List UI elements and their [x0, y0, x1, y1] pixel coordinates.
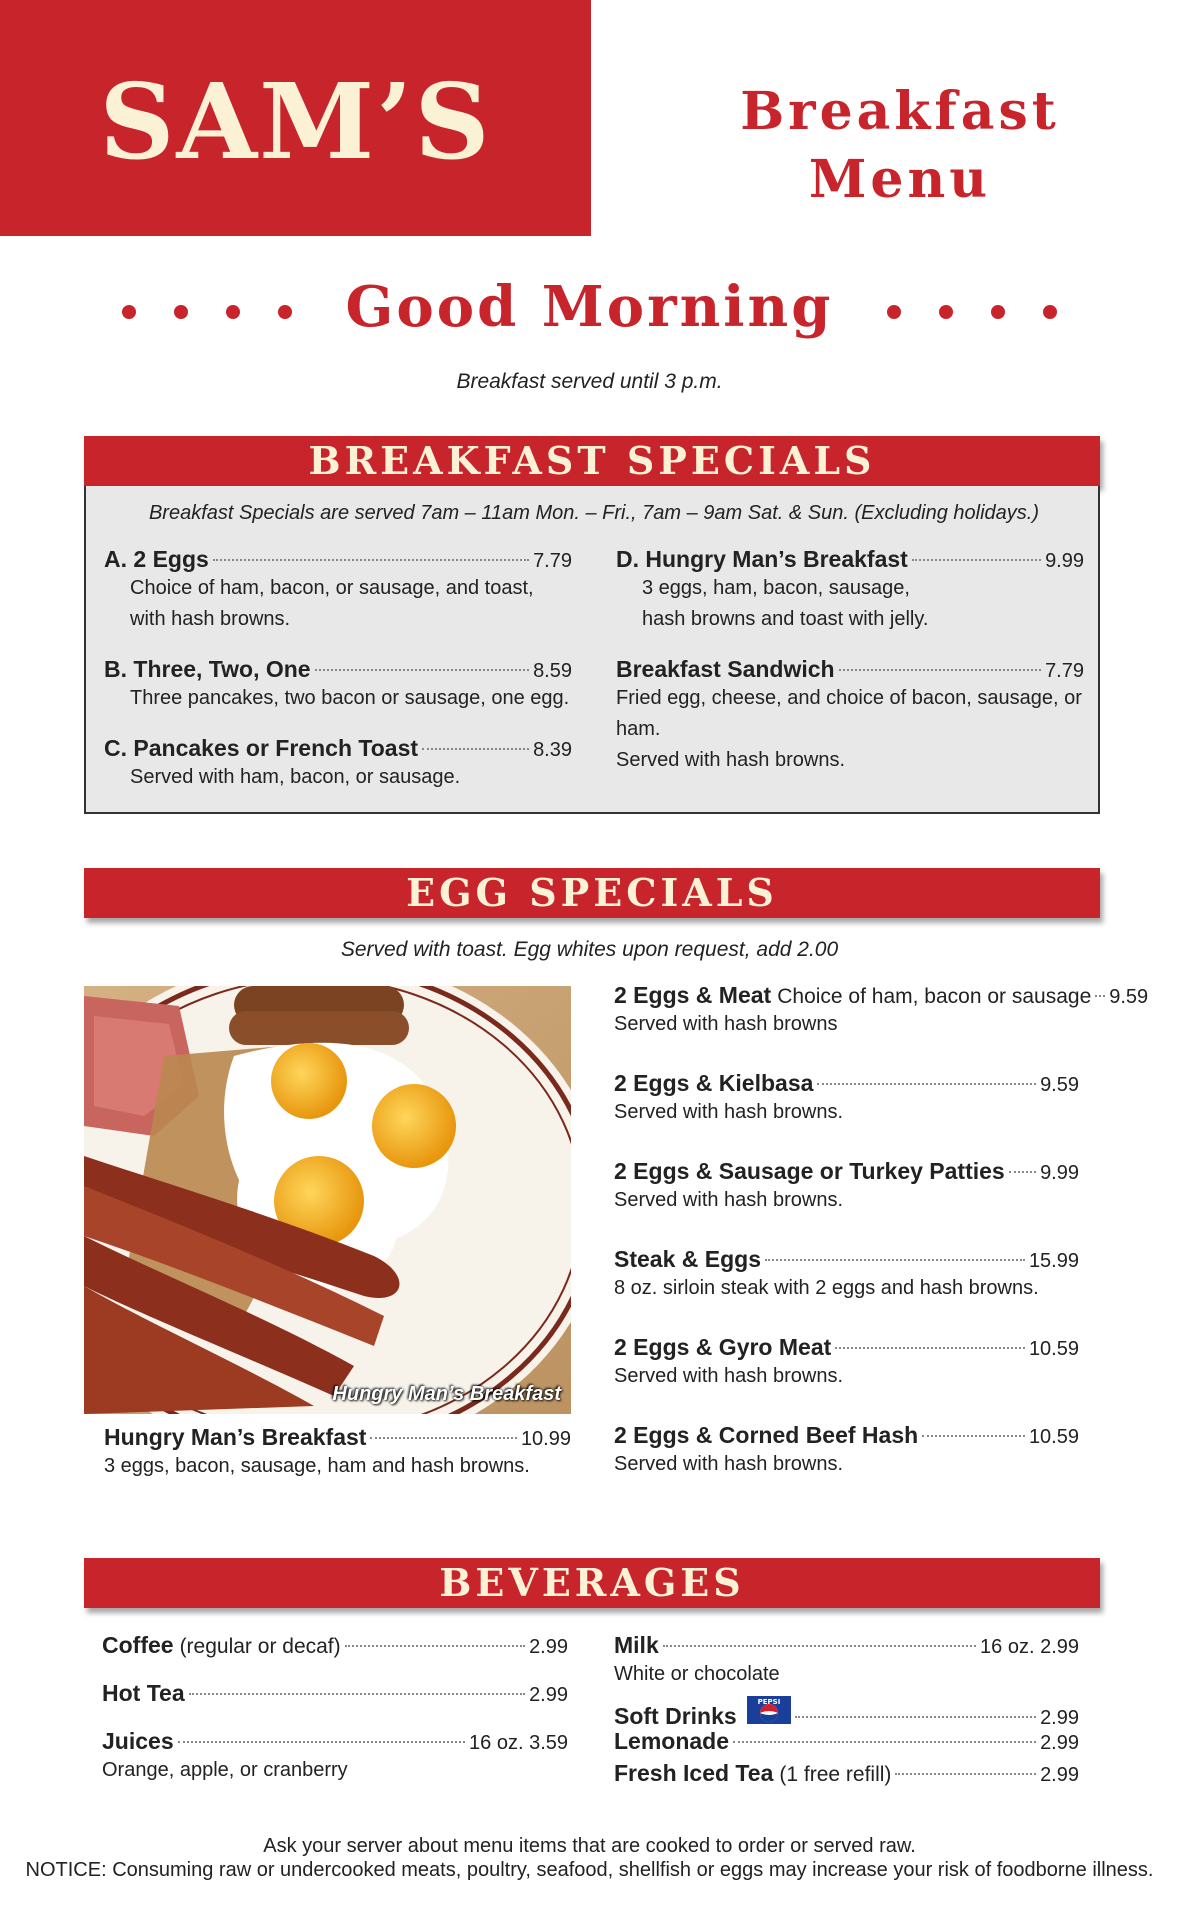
- beverage-item: [614, 1696, 1079, 1730]
- decorative-dots-left: [103, 274, 311, 340]
- item-name: Breakfast Sandwich: [616, 656, 835, 682]
- item-price: 2.99: [1040, 1732, 1079, 1754]
- breakfast-specials-box: [84, 486, 1100, 814]
- item-price: 9.99: [1045, 550, 1084, 572]
- beverages-banner: BEVERAGES: [84, 1558, 1100, 1608]
- menu-title: [700, 78, 1100, 214]
- egg-specials-banner: EGG SPECIALS: [84, 868, 1100, 918]
- served-until-note: Breakfast served until 3 p.m.: [456, 370, 723, 393]
- item-name: 2 Eggs & Corned Beef Hash: [614, 1422, 919, 1448]
- restaurant-logo: SAM’S: [99, 60, 492, 183]
- menu-item: [616, 656, 1084, 776]
- item-description: Served with hash browns.: [616, 749, 846, 771]
- item-name: Coffee: [102, 1632, 174, 1658]
- item-name: 2 Eggs & Meat: [614, 982, 772, 1008]
- item-name: Lemonade: [614, 1728, 730, 1754]
- item-name: Steak & Eggs: [614, 1246, 761, 1272]
- menu-title-line2: Menu: [808, 149, 992, 210]
- item-price: 7.79: [1045, 660, 1084, 682]
- menu-title-line1: Breakfast: [740, 81, 1060, 142]
- item-name: B. Three, Two, One: [104, 656, 311, 682]
- item-description: Orange, apple, or cranberry: [102, 1759, 348, 1781]
- greeting-row: [0, 270, 1179, 340]
- item-description: Choice of ham, bacon, or sausage, and toast,: [130, 577, 534, 599]
- item-price: 2.99: [1040, 1707, 1079, 1729]
- beverage-item: [614, 1632, 1079, 1690]
- item-price: 16 oz. 3.59: [469, 1732, 568, 1754]
- photo-caption: Hungry Man’s Breakfast: [332, 1383, 561, 1405]
- egg-specials-note: Served with toast. Egg whites upon request, add 2.00: [340, 938, 839, 961]
- menu-item: [104, 735, 572, 793]
- logo-box: [0, 0, 591, 236]
- item-name: Soft Drinks: [614, 1703, 737, 1729]
- item-description: Three pancakes, two bacon or sausage, one egg.: [130, 687, 570, 709]
- footer-notice: [0, 1834, 1179, 1882]
- beverage-item: [614, 1760, 1079, 1787]
- menu-item: [616, 546, 1084, 635]
- item-description: White or chocolate: [614, 1663, 780, 1685]
- menu-item: [614, 1422, 1079, 1480]
- footer-line2: NOTICE: Consuming raw or undercooked meats, poultry, seafood, shellfish or eggs may increase your risk of foodborne illness.: [25, 1859, 1154, 1881]
- item-name: Hungry Man’s Breakfast: [104, 1424, 367, 1450]
- item-extra: (regular or decaf): [179, 1635, 341, 1658]
- item-name: 2 Eggs & Sausage or Turkey Patties: [614, 1158, 1005, 1184]
- menu-item-featured: [104, 1424, 571, 1482]
- item-description: hash browns and toast with jelly.: [642, 608, 929, 630]
- pepsi-logo-icon: [747, 1696, 791, 1724]
- item-name: A. 2 Eggs: [104, 546, 209, 572]
- specials-hours-note: Breakfast Specials are served 7am – 11am Mon. – Fri., 7am – 9am Sat. & Sun. (Excluding holidays.): [148, 502, 1040, 524]
- breakfast-specials-banner: BREAKFAST SPECIALS: [84, 436, 1100, 486]
- item-price: 9.59: [1109, 986, 1149, 1008]
- menu-item: [614, 982, 1149, 1040]
- item-extra: (1 free refill): [779, 1763, 892, 1786]
- item-price: 7.79: [533, 550, 572, 572]
- item-name: Hot Tea: [102, 1680, 185, 1706]
- item-price: 10.59: [1028, 1426, 1079, 1448]
- menu-item: [104, 546, 572, 635]
- menu-item: [614, 1334, 1079, 1392]
- item-description: Served with hash browns.: [614, 1453, 844, 1475]
- item-price: 8.39: [533, 739, 572, 761]
- item-description: Served with ham, bacon, or sausage.: [130, 766, 461, 788]
- breakfast-plate-illustration: [84, 986, 571, 1414]
- item-price: 9.59: [1040, 1074, 1079, 1096]
- item-price: 15.99: [1028, 1250, 1079, 1272]
- item-description: 3 eggs, bacon, sausage, ham and hash browns.: [104, 1455, 530, 1477]
- item-name: 2 Eggs & Gyro Meat: [614, 1334, 832, 1360]
- menu-item: [614, 1070, 1079, 1128]
- item-price: 10.99: [520, 1428, 571, 1450]
- item-description: Served with hash browns.: [614, 1101, 844, 1123]
- decorative-dots-right: [868, 274, 1076, 340]
- item-name: Fresh Iced Tea: [614, 1760, 774, 1786]
- item-name: Juices: [102, 1728, 174, 1754]
- item-name: 2 Eggs & Kielbasa: [614, 1070, 814, 1096]
- item-description: with hash browns.: [130, 608, 291, 630]
- item-price: 10.59: [1028, 1338, 1079, 1360]
- item-name: D. Hungry Man’s Breakfast: [616, 546, 908, 572]
- footer-line1: Ask your server about menu items that are cooked to order or served raw.: [263, 1835, 916, 1857]
- item-description: Served with hash browns.: [614, 1365, 844, 1387]
- beverage-item: [102, 1680, 568, 1707]
- beverage-item: [102, 1632, 568, 1659]
- item-description: Served with hash browns.: [614, 1189, 844, 1211]
- item-price: 9.99: [1040, 1162, 1079, 1184]
- greeting-text: Good Morning: [345, 274, 834, 341]
- item-price: 2.99: [1040, 1764, 1079, 1786]
- menu-item: [614, 1158, 1079, 1216]
- beverage-item: [614, 1728, 1079, 1755]
- item-description: Served with hash browns: [614, 1013, 838, 1035]
- item-price: 8.59: [533, 660, 572, 682]
- beverage-item: [102, 1728, 568, 1786]
- item-description: 8 oz. sirloin steak with 2 eggs and hash browns.: [614, 1277, 1039, 1299]
- menu-item: [104, 656, 572, 714]
- menu-item: [614, 1246, 1079, 1304]
- item-name: C. Pancakes or French Toast: [104, 735, 419, 761]
- item-price: 2.99: [529, 1684, 568, 1706]
- item-description: 3 eggs, ham, bacon, sausage,: [642, 577, 910, 599]
- item-name: Milk: [614, 1632, 659, 1658]
- item-extra: Choice of ham, bacon or sausage: [777, 985, 1092, 1008]
- item-price: 2.99: [529, 1636, 568, 1658]
- breakfast-photo: [84, 986, 571, 1414]
- item-description: Fried egg, cheese, and choice of bacon, sausage, or ham.: [616, 687, 1082, 740]
- item-price: 16 oz. 2.99: [980, 1636, 1079, 1658]
- svg-text:PEPSI: PEPSI: [757, 1698, 781, 1706]
